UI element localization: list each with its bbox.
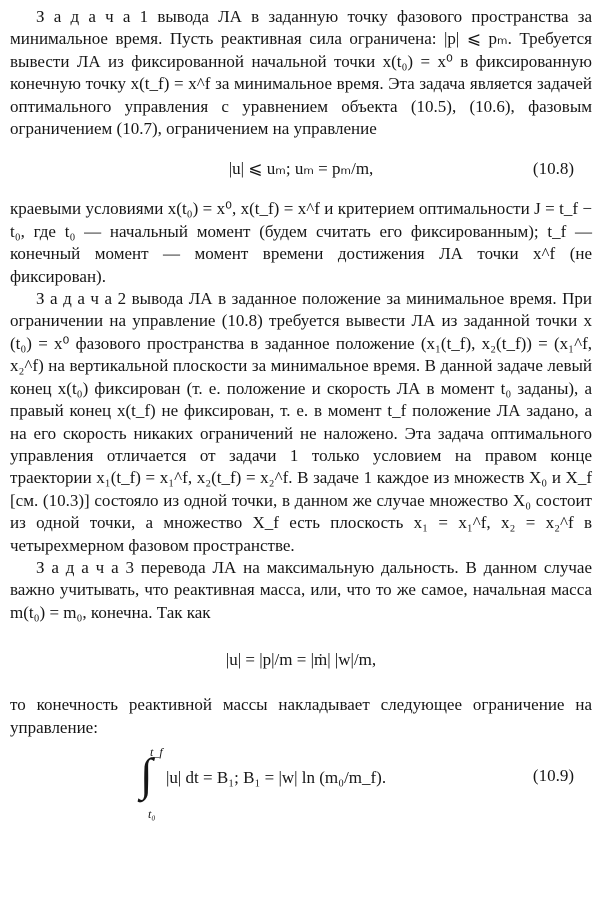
equation-10-8-number: (10.8) — [532, 159, 574, 179]
integral-lower-limit: t₀ — [148, 806, 156, 821]
paragraph-boundary-conditions: краевыми условиями x(t₀) = x⁰, x(t_f) = x^f и критерием оптимальности J = t_f − t₀, где t₀ — начальный момент (будем считать его фиксированным); t_f — конечный момент — момент времени достижения ЛА точки x^f (не фиксирован). — [10, 199, 592, 286]
paragraph-mass-constraint: то конечность реактивной массы накладывает следующее ограничение на управление: — [10, 695, 592, 737]
integral-expression — [140, 741, 480, 825]
equation-10-8-body: |u| ⩽ uₘ; uₘ = pₘ/m, — [228, 159, 374, 179]
equation-control-mass-body: |u| = |p|/m = |ṁ| |w|/m, — [225, 650, 377, 670]
integral-upper-limit: t_f — [150, 744, 163, 759]
equation-10-9-number: (10.9) — [532, 765, 574, 785]
integral-sign: ∫ — [140, 748, 153, 800]
paragraph-task-1: З а д а ч а 1 вывода ЛА в заданную точку фазового пространства за минимальное время. Пусть реактивная сила ограничена: |p| ⩽ pₘ. Требуется вывести ЛА из фиксированной начальной точки x(t₀) = x⁰ в фиксированную конечную точку x(t_f) = x^f за минимальное время. Эта задача является задачей оптимального управления с уравнением объекта (10.5), (10.6), фазовым ограничением (10.7), ограничением на управление — [10, 7, 592, 139]
equation-10-9 — [10, 739, 592, 829]
paragraph-task-3: З а д а ч а 3 перевода ЛА на максимальную дальность. В данном случае важно учитывать, что реактивная масса, или, что то же самое, начальная масса m(t₀) = m₀, конечна. Так как — [10, 557, 592, 622]
paragraph-task-2: З а д а ч а 2 вывода ЛА в заданное положение за минимальное время. При ограничении на управление (10.8) требуется вывести ЛА из заданной точки x (t₀) = x⁰ фазового пространства в заданное положение (x₁(t_f), x₂(t_f)) = (x₁^f, x₂^f) на вертикальной плоскости за минимальное время. В данной задаче левый конец x(t₀) фиксирован (т. е. положение и скорость ЛА в момент t₀ заданы), а правый конец x(t_f) не фиксирован, т. е. в момент t_f положение ЛА задано, а на его скорость никаких ограничений не наложено. Эта задача оптимального управления отличается от задачи 1 только условием на правом конце траектории x₁(t_f) = x₁^f, x₂(t_f) = x₂^f. В задаче 1 каждое из множеств X₀ и X_f [см. (10.3)] состояло из одной точки, в данном же случае множество X₀ состоит из одной точки, а множество X_f есть плоскость x₁ = x₁^f, x₂ = x₂^f в четырехмерном фазовом пространстве. — [10, 289, 592, 555]
equation-10-8 — [10, 140, 592, 198]
integral-body: |u| dt = B₁; B₁ = |w| ln (m₀/m_f). — [166, 767, 387, 787]
equation-control-mass — [10, 626, 592, 694]
